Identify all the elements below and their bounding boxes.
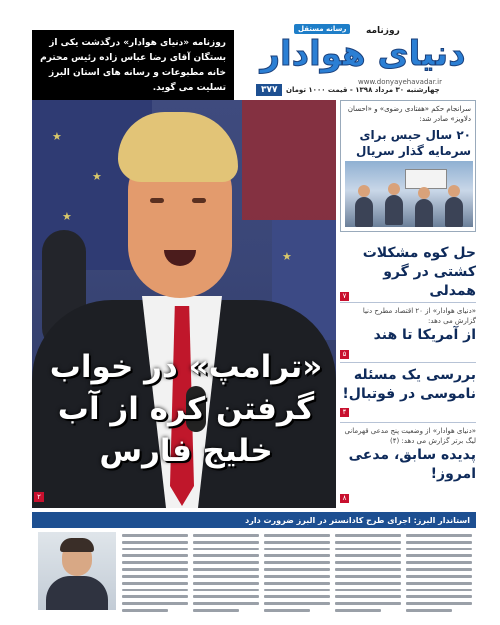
issue-date-price: چهارشنبه ۳۰ مرداد ۱۳۹۸ - قیمت ۱۰۰۰ تومان [286,86,440,94]
person [445,197,463,227]
person-hair [60,538,94,552]
condolence-notice: روزنامه «دنیای هوادار» درگذشت یکی از بستگان آقای رضا عباس زاده رئیس محترم خانه مطبوعات و رسانه های استان البرز تسلیت می گوید. [32,30,234,100]
masthead-label: روزنامه [366,26,400,36]
person-head [448,185,460,197]
list-item[interactable] [340,366,476,416]
eye [150,198,164,203]
list-item[interactable] [340,244,476,301]
hair [118,112,238,182]
divider [340,302,476,303]
eye [192,198,206,203]
star-icon: ★ [52,130,62,143]
text-column [264,532,330,612]
independent-media-badge: رسانه مستقل [294,24,350,34]
person [355,197,373,227]
item-title: از آمریکا تا هند [373,327,476,343]
item-kicker: «دنیای هوادار» از وضعیت پنج مدعی قهرمانی لیگ برتر گزارش می دهد: (۴) [344,427,476,445]
text-column [193,532,259,612]
issue-number: ۳۷۷ [256,84,282,96]
star-icon: ★ [92,170,102,183]
person-head [358,185,370,197]
page-number-badge: ۴ [340,408,349,417]
person-head [418,187,430,199]
item-title: پدیده سابق، مدعی امروز! [348,447,476,482]
page-number-badge: ۸ [340,494,349,503]
page-reference-badge: ۲ [34,492,44,502]
article-body-columns [122,532,472,612]
bottom-story[interactable] [32,512,476,614]
divider [340,362,476,363]
text-column [122,532,188,612]
headline-line-2: گرفتن کره از آب [57,391,315,427]
divider [340,422,476,423]
person-body [46,576,108,610]
top-story-kicker: سرانجام حکم «هفتادی رضوی» و «احسان دلاویز» صادر شد: [347,105,471,123]
item-title: حل کوه مشکلات کشتی در گرو همدلی [362,245,476,299]
right-column [340,100,476,508]
flag-background-red [242,100,336,220]
page-number-badge: ۵ [340,350,349,359]
list-item[interactable] [340,426,476,502]
person [415,199,433,227]
headline-line-1: «ترامپ» در خواب [49,349,323,385]
star-icon: ★ [282,250,292,263]
website-url[interactable]: www.donyayehavadar.ir [358,78,442,86]
page-number-badge: ۷ [340,292,349,301]
person [385,195,403,225]
main-headline[interactable] [40,346,332,472]
item-title: بررسی یک مسئله ناموسی در فوتبال! [342,367,476,402]
list-item[interactable] [340,306,476,358]
person-head [388,183,400,195]
masthead [254,22,470,102]
story-list [340,240,476,508]
headline-line-3: خلیج فارس [99,433,273,469]
bottom-headline: استاندار البرز: اجرای طرح کادانستر در البرز ضرورت دارد [32,514,476,528]
item-kicker: «دنیای هوادار» از ۲۰ اقتصاد مطرح دنیا گزارش می دهد: [362,307,476,325]
top-story-photo [345,161,473,227]
top-story[interactable] [340,100,476,232]
text-column [406,532,472,612]
star-icon: ★ [62,210,72,223]
top-story-title: ۲۰ سال حبس برای سرمایه گذار سریال [356,128,471,158]
text-column [335,532,401,612]
newspaper-title: دنیای هوادار [260,34,466,74]
placard [405,169,447,189]
governor-photo [38,532,116,610]
